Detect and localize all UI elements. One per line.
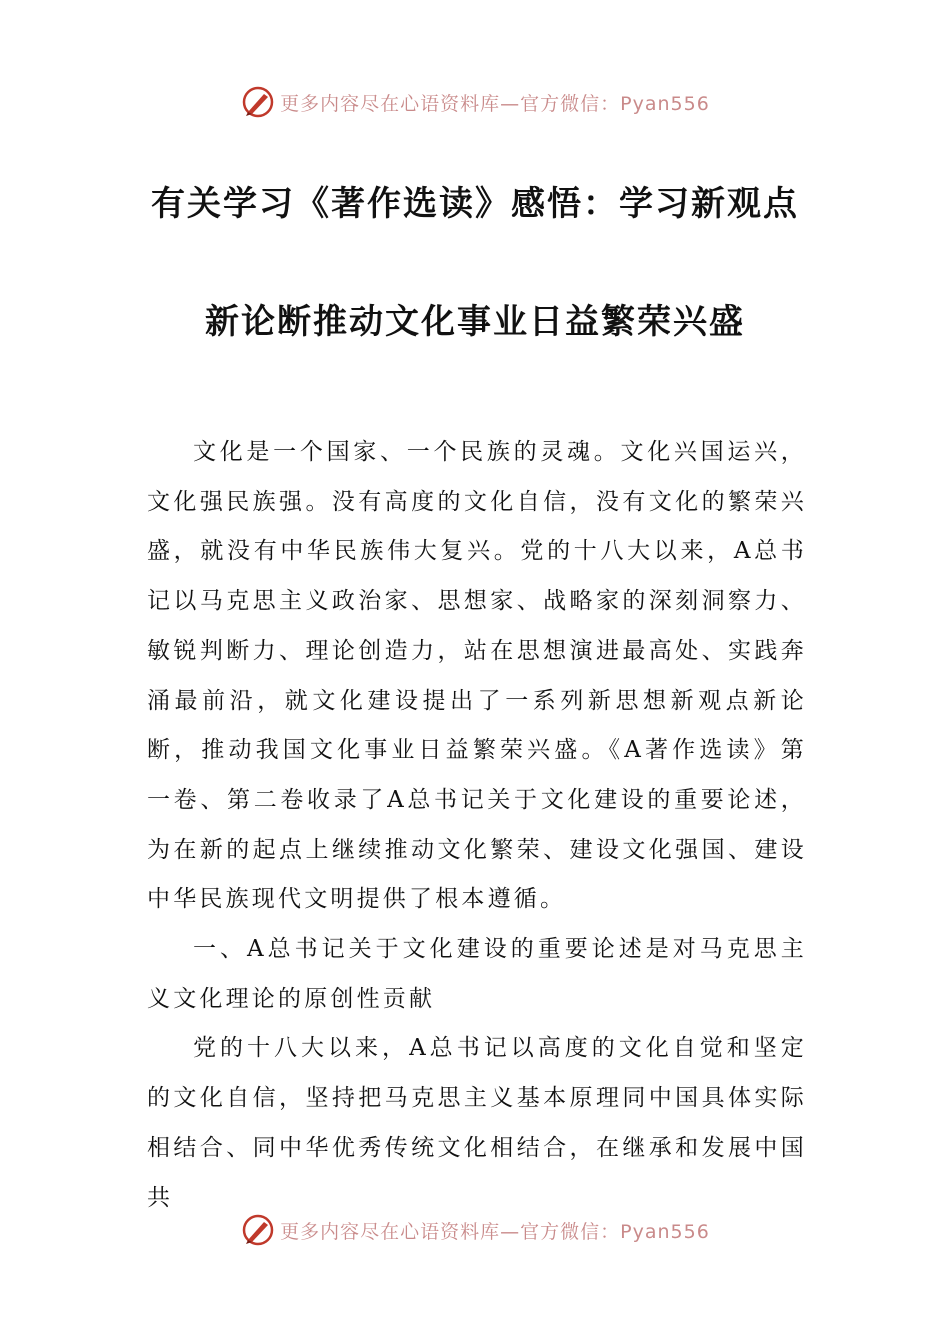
watermark-banner-bottom: [0, 1210, 950, 1250]
page-title-line-2: 新论断推动文化事业日益繁荣兴盛: [205, 302, 745, 342]
watermark-banner-top: [0, 82, 950, 122]
document-body: [147, 428, 807, 1223]
pen-circle-icon: [240, 84, 276, 120]
watermark-text: 更多内容尽在心语资料库—官方微信：Pyan556: [280, 92, 710, 115]
watermark-text: 更多内容尽在心语资料库—官方微信：Pyan556: [280, 1220, 710, 1243]
section-heading-1: 一、A总书记关于文化建设的重要论述是对马克思主义文化理论的原创性贡献: [147, 936, 807, 1012]
page-title-line-1: 有关学习《著作选读》感悟：学习新观点: [151, 184, 799, 224]
pen-circle-icon: [240, 1212, 276, 1248]
paragraph-intro: 文化是一个国家、一个民族的灵魂。文化兴国运兴，文化强民族强。没有高度的文化自信，没有文化的繁荣兴盛，就没有中华民族伟大复兴。党的十八大以来，A总书记以马克思主义政治家、思想家、战略家的深刻洞察力、敏锐判断力、理论创造力，站在思想演进最高处、实践奔涌最前沿，就文化建设提出了一系列新思想新观点新论断，推动我国文化事业日益繁荣兴盛。《A著作选读》第一卷、第二卷收录了A总书记关于文化建设的重要论述，为在新的起点上继续推动文化繁荣、建设文化强国、建设中华民族现代文明提供了根本遵循。: [147, 439, 807, 913]
paragraph-section-1: 党的十八大以来，A总书记以高度的文化自觉和坚定的文化自信，坚持把马克思主义基本原理同中国具体实际相结合、同中华优秀传统文化相结合，在继承和发展中国共: [147, 1035, 807, 1211]
